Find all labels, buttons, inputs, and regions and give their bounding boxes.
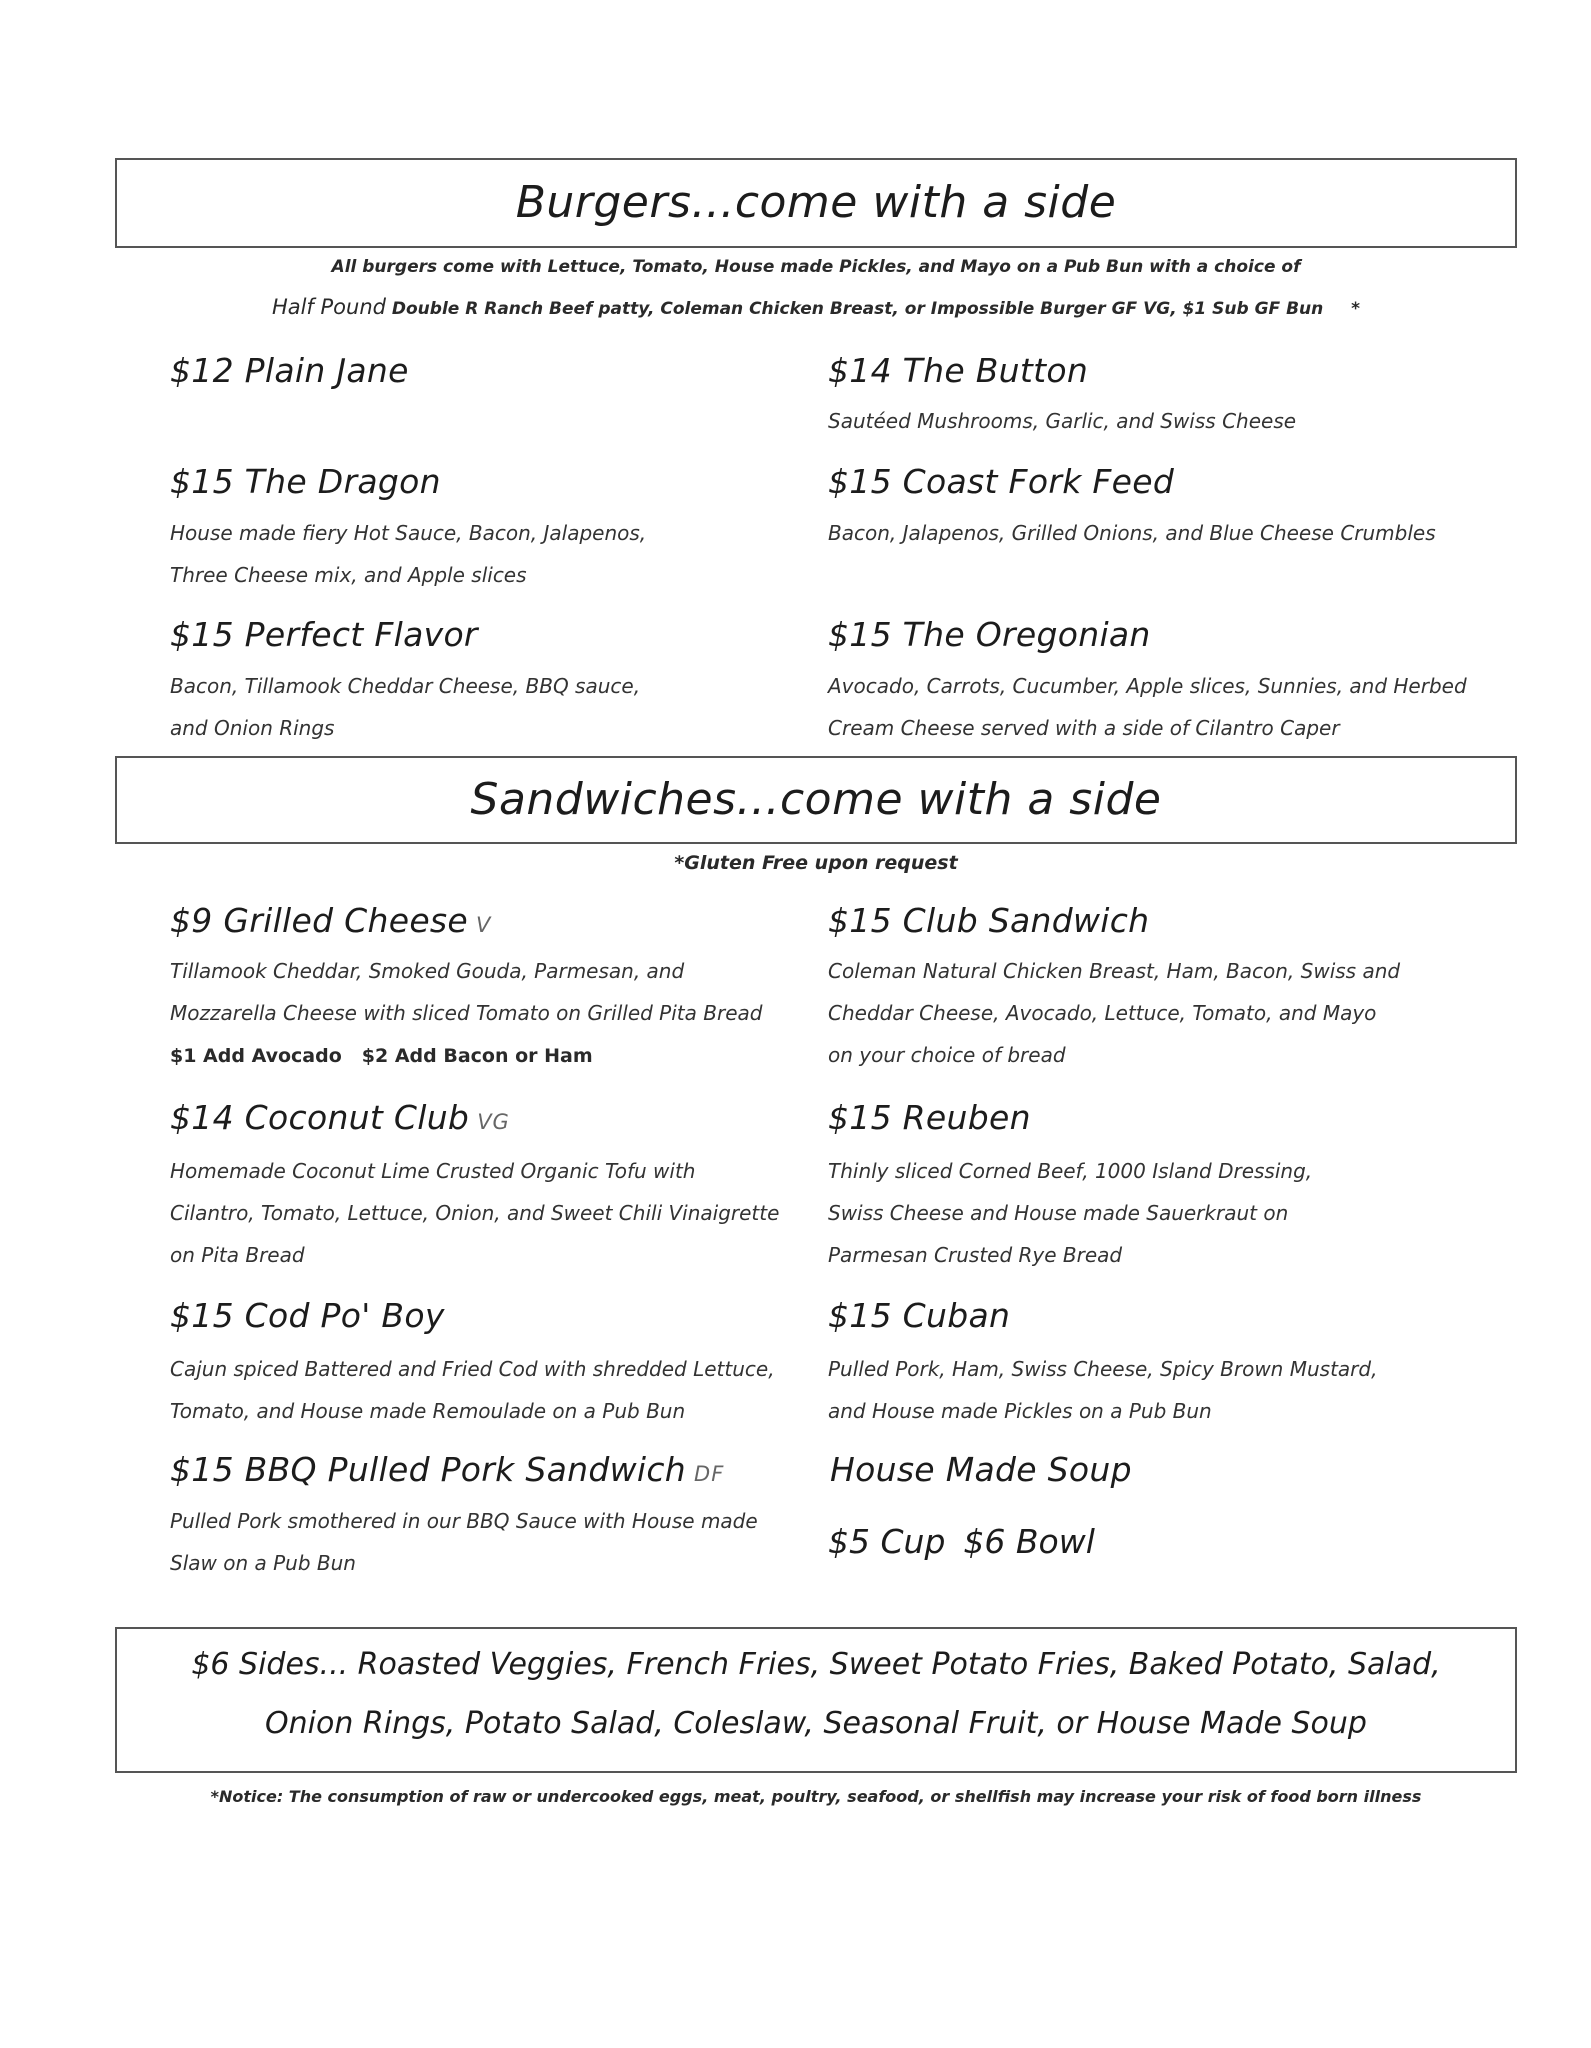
sides-box [115, 1627, 1517, 1773]
menu-item-description: Pulled Pork, Ham, Swiss Cheese, Spicy Brown Mustard, and House made Pickles on a Pub Bun [828, 1357, 1378, 1423]
menu-item-description: Coleman Natural Chicken Breast, Ham, Bacon, Swiss and Cheddar Cheese, Avocado, Lettuce, Tomato, and Mayo on your choice of bread [828, 959, 1401, 1067]
soup-cup-price: $5 Cup [828, 1522, 946, 1561]
burgers-header-box [115, 158, 1517, 248]
burgers-section-title: Burgers...come with a side [515, 177, 1117, 228]
menu-item-title: $15 Cod Po' Boy [170, 1296, 445, 1335]
dietary-tag: VG [477, 1110, 510, 1134]
menu-item-title: $15 Coast Fork Feed [828, 462, 1175, 501]
sides-line-1: $6 Sides... Roasted Veggies, French Fries, Sweet Potato Fries, Baked Potato, Salad, [191, 1647, 1441, 1682]
menu-item-title: $14 The Button [828, 351, 1089, 390]
menu-item-description: Homemade Coconut Lime Crusted Organic Tofu with Cilantro, Tomato, Lettuce, Onion, and Sweet Chili Vinaigrette on Pita Bread [170, 1159, 780, 1267]
soup-bowl-price: $6 Bowl [963, 1522, 1095, 1561]
burgers-note-half-pound: Half Pound [271, 295, 386, 319]
menu-item-title: $15 The Oregonian [828, 615, 1151, 654]
menu-item-description: Pulled Pork smothered in our BBQ Sauce with House made Slaw on a Pub Bun [170, 1509, 758, 1575]
menu-item-title: $15 Reuben [828, 1098, 1031, 1137]
dietary-tag: DF [694, 1462, 725, 1486]
dietary-tag: V [476, 913, 492, 937]
soup-title: House Made Soup [830, 1450, 1132, 1489]
sandwiches-header-box [115, 756, 1517, 844]
menu-item-description: Bacon, Jalapenos, Grilled Onions, and Blue Cheese Crumbles [828, 521, 1436, 545]
menu-item-description: Cajun spiced Battered and Fried Cod with shredded Lettuce, Tomato, and House made Remoulade on a Pub Bun [170, 1357, 775, 1423]
sides-line-2: Onion Rings, Potato Salad, Coleslaw, Seasonal Fruit, or House Made Soup [265, 1706, 1367, 1741]
menu-item-title: $15 BBQ Pulled Pork Sandwich DF [170, 1450, 725, 1489]
menu-item-description: Avocado, Carrots, Cucumber, Apple slices, Sunnies, and Herbed Cream Cheese served with a side of Cilantro Caper [828, 674, 1467, 740]
menu-item-title: $15 The Dragon [170, 462, 441, 501]
burgers-note-options: Double R Ranch Beef patty, Coleman Chicken Breast, or Impossible Burger GF VG, $1 Sub GF Bun [391, 299, 1324, 319]
menu-item-description: Tillamook Cheddar, Smoked Gouda, Parmesan, and Mozzarella Cheese with sliced Tomato on Grilled Pita Bread [170, 959, 763, 1025]
food-safety-notice: *Notice: The consumption of raw or undercooked eggs, meat, poultry, seafood, or shellfish may increase your risk of food born illness [210, 1787, 1422, 1806]
menu-item-description: Thinly sliced Corned Beef, 1000 Island Dressing, Swiss Cheese and House made Sauerkraut on Parmesan Crusted Rye Bread [828, 1159, 1313, 1267]
burgers-note-star: * [1351, 299, 1361, 319]
sandwiches-section-title: Sandwiches...come with a side [470, 774, 1162, 825]
menu-item-description: Sautéed Mushrooms, Garlic, and Swiss Cheese [828, 409, 1297, 433]
soup-prices [828, 1522, 1095, 1561]
menu-item-title: $14 Coconut Club VG [170, 1098, 510, 1137]
menu-item-title: $9 Grilled Cheese V [170, 901, 492, 940]
menu-item-title: $15 Perfect Flavor [170, 615, 478, 654]
sandwiches-gluten-note: *Gluten Free upon request [674, 852, 958, 874]
menu-item-title: $12 Plain Jane [170, 351, 409, 390]
menu-item-addons: $1 Add Avocado $2 Add Bacon or Ham [170, 1045, 593, 1067]
burgers-note-line-1: All burgers come with Lettuce, Tomato, House made Pickles, and Mayo on a Pub Bun with a choice of [331, 257, 1301, 277]
menu-item-title: $15 Club Sandwich [828, 901, 1150, 940]
burgers-note-line-2 [115, 295, 1517, 319]
menu-item-title: $15 Cuban [828, 1296, 1011, 1335]
menu-item-description: House made fiery Hot Sauce, Bacon, Jalapenos, Three Cheese mix, and Apple slices [170, 521, 647, 587]
menu-item-description: Bacon, Tillamook Cheddar Cheese, BBQ sauce, and Onion Rings [170, 674, 641, 740]
